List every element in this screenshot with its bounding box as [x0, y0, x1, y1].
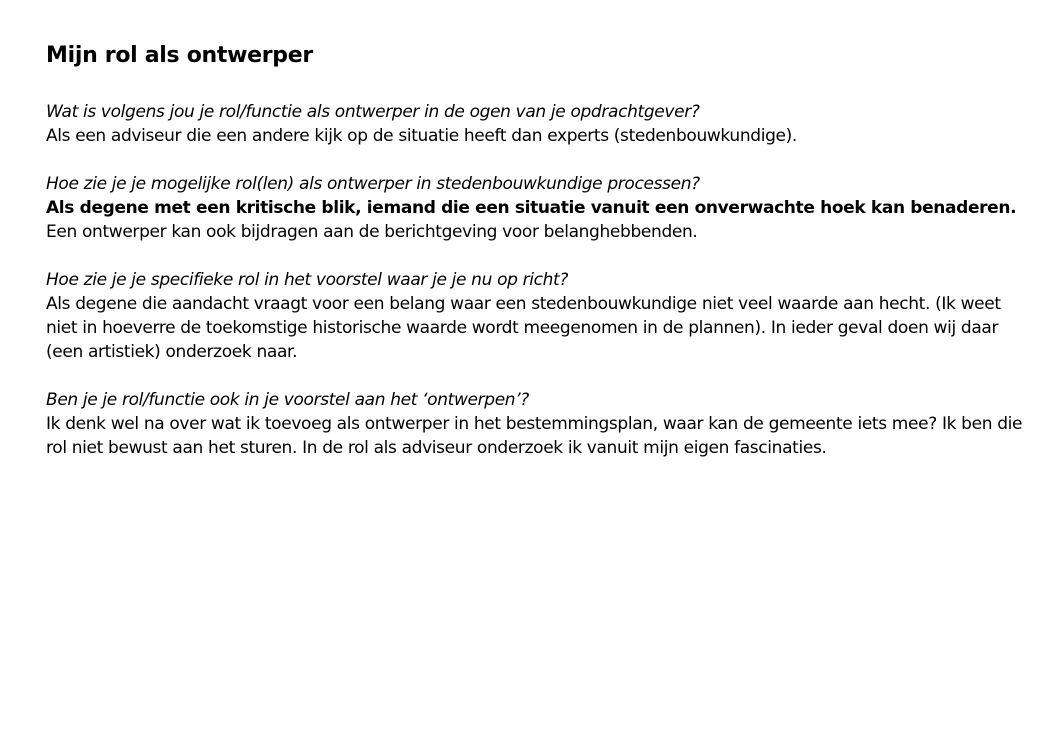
qa-section-4 — [46, 388, 1026, 460]
question-3: Hoe zie je je specifieke rol in het voorstel waar je je nu op richt? — [46, 270, 569, 290]
question-4: Ben je je rol/functie ook in je voorstel aan het ‘ontwerpen’? — [46, 390, 529, 410]
question-2: Hoe zie je je mogelijke rol(len) als ontwerper in stedenbouwkundige processen? — [46, 174, 700, 194]
question-1: Wat is volgens jou je rol/functie als ontwerper in de ogen van je opdrachtgever? — [46, 102, 700, 122]
qa-section-1 — [46, 100, 1026, 148]
qa-section-3 — [46, 268, 1026, 364]
answer-2-emphasis: Als degene met een kritische blik, iemand die een situatie vanuit een onverwachte hoek kan benaderen. — [46, 198, 1017, 218]
answer-2: Een ontwerper kan ook bijdragen aan de berichtgeving voor belanghebbenden. — [46, 222, 698, 242]
answer-4: Ik denk wel na over wat ik toevoeg als ontwerper in het bestemmingsplan, waar kan de gemeente iets mee? Ik ben die rol niet bewust aan het sturen. In de rol als adviseur onderzoek ik vanuit mijn eigen fascinaties. — [46, 414, 1023, 458]
document-page — [46, 40, 1026, 484]
qa-section-2 — [46, 172, 1026, 244]
answer-3: Als degene die aandacht vraagt voor een belang waar een stedenbouwkundige niet veel waarde aan hecht. (Ik weet niet in hoeverre de toekomstige historische waarde wordt meegenomen in de plannen). In ieder geval doen wij daar (een artistiek) onderzoek naar. — [46, 294, 1001, 362]
page-title: Mijn rol als ontwerper — [46, 43, 313, 68]
answer-1: Als een adviseur die een andere kijk op de situatie heeft dan experts (stedenbouwkundige). — [46, 126, 797, 146]
